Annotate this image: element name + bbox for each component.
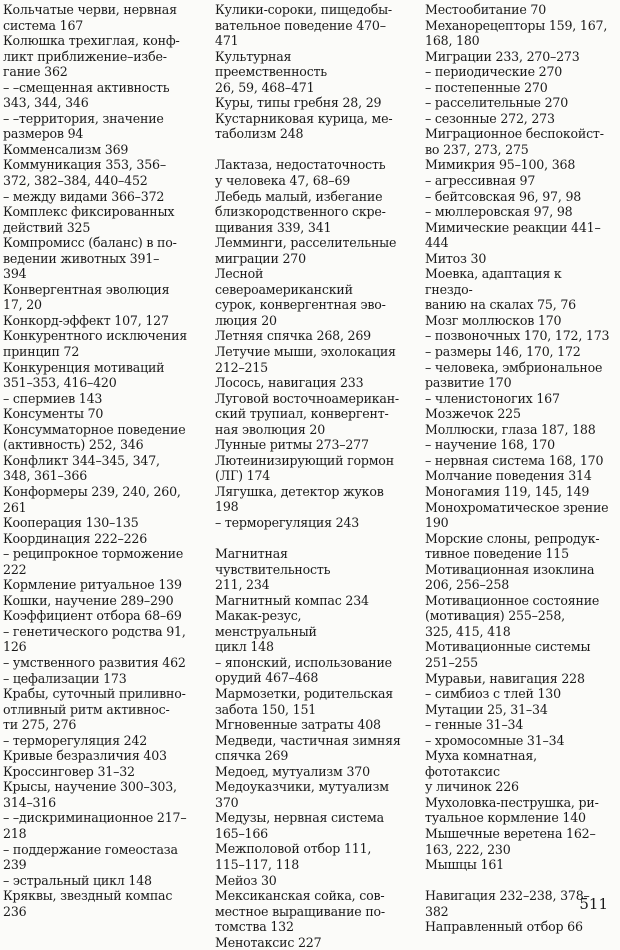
index-entry-line: Мексиканская сойка, сов- bbox=[215, 888, 385, 904]
index-entry-line: 325, 415, 418 bbox=[425, 623, 511, 639]
index-entry bbox=[425, 220, 610, 251]
index-entry bbox=[215, 235, 401, 266]
index-entry-line: 115–117, 118 bbox=[215, 856, 300, 872]
index-entry bbox=[215, 764, 401, 780]
index-entry-line: 212–215 bbox=[215, 359, 268, 375]
index-entry bbox=[3, 686, 189, 733]
index-entry-line: Комменсализм 369 bbox=[3, 141, 129, 157]
index-entry-line: – –дискриминационное 217– bbox=[3, 810, 187, 826]
index-entry-line: вательное поведение 470– bbox=[215, 17, 386, 33]
index-entry bbox=[215, 888, 401, 935]
index-entry-line: Механорецепторы 159, 167, bbox=[425, 17, 608, 33]
index-entry-line: Конкуренция мотиваций bbox=[3, 359, 165, 375]
index-entry-line: 261 bbox=[3, 499, 27, 515]
index-entry bbox=[425, 95, 610, 111]
index-entry bbox=[425, 2, 610, 18]
index-column-2 bbox=[215, 2, 401, 950]
index-entry-line: – мюллеровская 97, 98 bbox=[425, 204, 573, 220]
index-entry bbox=[425, 18, 610, 49]
index-entry-line: Медоуказчики, мутуализм bbox=[215, 779, 389, 795]
index-entry-line: – периодические 270 bbox=[425, 64, 563, 80]
index-entry-line: 394 bbox=[3, 266, 27, 282]
index-entry bbox=[3, 810, 189, 841]
index-entry-line: – человека, эмбриональное bbox=[425, 359, 603, 375]
index-entry bbox=[215, 546, 401, 593]
index-entry bbox=[215, 391, 401, 438]
index-entry-line: Медведи, частичная зимняя bbox=[215, 732, 401, 748]
index-entry-line: Кустарниковая курица, ме- bbox=[215, 110, 393, 126]
index-entry-line: Лягушка, детектор жуков bbox=[215, 483, 384, 499]
index-entry-line: Мотивационное состояние bbox=[425, 592, 600, 608]
index-entry bbox=[425, 406, 610, 422]
index-entry-line: Мгновенные затраты 408 bbox=[215, 717, 381, 733]
index-entry bbox=[425, 453, 610, 469]
index-entry bbox=[215, 717, 401, 733]
index-entry bbox=[215, 189, 401, 236]
index-entry-line: забота 150, 151 bbox=[215, 701, 317, 717]
index-entry-line: – постепенные 270 bbox=[425, 79, 548, 95]
index-entry bbox=[425, 639, 610, 670]
index-entry-line: Мармозетки, родительская bbox=[215, 685, 394, 701]
index-entry-line: Крабы, суточный приливно- bbox=[3, 686, 186, 702]
index-entry-line: – японский, использование bbox=[215, 654, 392, 670]
index-entry-line: 351–353, 416–420 bbox=[3, 375, 117, 391]
index-entry bbox=[215, 375, 401, 391]
index-entry-line: Консумматорное поведение bbox=[3, 421, 186, 437]
index-entry-line: – размеры 146, 170, 172 bbox=[425, 344, 581, 360]
index-entry-line: Мутации 25, 31–34 bbox=[425, 701, 548, 717]
index-entry bbox=[3, 577, 189, 593]
index-entry bbox=[215, 593, 401, 609]
index-entry bbox=[3, 655, 189, 671]
index-entry bbox=[3, 453, 189, 484]
index-entry-line: Моллюски, глаза 187, 188 bbox=[425, 421, 596, 437]
index-entry-line: 348, 361–366 bbox=[3, 468, 88, 484]
index-entry bbox=[215, 655, 401, 686]
index-entry bbox=[425, 344, 610, 360]
index-entry bbox=[3, 282, 189, 313]
index-entry bbox=[215, 515, 401, 531]
index-entry bbox=[215, 111, 401, 142]
index-entry bbox=[425, 266, 610, 313]
index-entry-line: – умственного развития 462 bbox=[3, 654, 186, 670]
index-entry-line: Межполовой отбор 111, bbox=[215, 841, 372, 857]
index-entry bbox=[425, 468, 610, 484]
index-entry-line: – генные 31–34 bbox=[425, 717, 524, 733]
index-entry-line: – поддержание гомеостаза bbox=[3, 841, 178, 857]
index-entry bbox=[3, 764, 189, 780]
index-entry-line: миграции 270 bbox=[215, 250, 306, 266]
index-entry bbox=[425, 111, 610, 127]
index-entry-line: Моногамия 119, 145, 149 bbox=[425, 483, 590, 499]
index-entry bbox=[425, 748, 610, 795]
index-entry-line: Лосось, навигация 233 bbox=[215, 375, 364, 391]
index-entry-line: во 237, 273, 275 bbox=[425, 141, 529, 157]
index-entry-line: – нервная система 168, 170 bbox=[425, 452, 604, 468]
index-entry bbox=[215, 733, 401, 764]
index-entry-line: Летучие мыши, эхолокация bbox=[215, 343, 396, 359]
index-entry-line: 26, 59, 468–471 bbox=[215, 79, 315, 95]
index-entry bbox=[425, 157, 610, 173]
index-entry-line: таболизм 248 bbox=[215, 126, 304, 142]
index-entry bbox=[425, 391, 610, 407]
index-entry-line: Коэффициент отбора 68–69 bbox=[3, 608, 182, 624]
index-entry bbox=[3, 531, 189, 547]
index-entry-line: 168, 180 bbox=[425, 33, 480, 49]
index-entry-line: Мимикрия 95–100, 368 bbox=[425, 157, 576, 173]
index-entry bbox=[425, 826, 610, 857]
index-entry-line: система 167 bbox=[3, 17, 84, 33]
index-entry-line: 471 bbox=[215, 33, 239, 49]
index-entry bbox=[215, 328, 401, 344]
index-entry bbox=[215, 841, 401, 872]
index-entry-line: Миграции 233, 270–273 bbox=[425, 48, 580, 64]
index-entry-line: Мимические реакции 441– bbox=[425, 219, 601, 235]
index-entry-line: Конформеры 239, 240, 260, bbox=[3, 483, 181, 499]
index-entry-line: 198 bbox=[215, 499, 239, 515]
index-entry-line: тивное поведение 115 bbox=[425, 546, 569, 562]
index-entry-line: Магнитный компас 234 bbox=[215, 592, 369, 608]
index-entry bbox=[3, 157, 189, 188]
index-entry bbox=[3, 888, 189, 919]
index-entry bbox=[3, 142, 189, 158]
index-entry-line: Коммуникация 353, 356– bbox=[3, 157, 166, 173]
index-entry-line: – позвоночных 170, 172, 173 bbox=[425, 328, 610, 344]
index-entry bbox=[3, 671, 189, 687]
index-entry bbox=[3, 779, 189, 810]
index-entry-line: – цефализации 173 bbox=[3, 670, 127, 686]
index-entry bbox=[425, 593, 610, 640]
index-entry-line: Мозг моллюсков 170 bbox=[425, 312, 562, 328]
index-entry-line: Культурная преемственность bbox=[215, 48, 327, 80]
index-entry-line: 343, 344, 346 bbox=[3, 95, 89, 111]
index-entry bbox=[215, 686, 401, 717]
index-entry-line: Макак-резус, менструальный bbox=[215, 608, 317, 639]
index-entry bbox=[215, 266, 401, 328]
index-entry bbox=[215, 437, 401, 453]
index-entry-line: – между видами 366–372 bbox=[3, 188, 165, 204]
index-entry-line: 211, 234 bbox=[215, 577, 270, 593]
index-entry-line: 239 bbox=[3, 857, 27, 873]
index-entry-line: Лактаза, недостаточность bbox=[215, 157, 386, 173]
index-entry-line: Монохроматическое зрение bbox=[425, 499, 609, 515]
index-entry bbox=[215, 453, 401, 484]
index-entry-line: Лебедь малый, избегание bbox=[215, 188, 383, 204]
index-entry-line: 251–255 bbox=[425, 654, 478, 670]
index-entry-line: Мейоз 30 bbox=[215, 872, 277, 888]
index-entry-line: 222 bbox=[3, 561, 27, 577]
index-entry-line: Кооперация 130–135 bbox=[3, 515, 139, 531]
index-entry-line: Луговой восточноамерикан- bbox=[215, 390, 399, 406]
index-entry-line: – сезонные 272, 273 bbox=[425, 110, 555, 126]
index-entry-line: Мотивационные системы bbox=[425, 639, 591, 655]
index-entry-line: 382 bbox=[425, 903, 449, 919]
index-entry-line: Конвергентная эволюция bbox=[3, 281, 170, 297]
index-entry bbox=[3, 111, 189, 142]
index-entry bbox=[215, 608, 401, 655]
index-entry-line: 372, 382–384, 440–452 bbox=[3, 173, 148, 189]
index-entry-line: Навигация 232–238, 378– bbox=[425, 888, 590, 904]
index-entry bbox=[215, 95, 401, 111]
index-entry-line: Муравьи, навигация 228 bbox=[425, 670, 585, 686]
index-entry-line: Молчание поведения 314 bbox=[425, 468, 592, 484]
index-entry-line: Лунные ритмы 273–277 bbox=[215, 437, 369, 453]
index-entry-line: 163, 222, 230 bbox=[425, 841, 511, 857]
index-entry bbox=[3, 204, 189, 235]
index-column-1 bbox=[3, 2, 189, 919]
index-entry-line: 126 bbox=[3, 639, 27, 655]
page-number: 511 bbox=[579, 895, 608, 913]
index-column-3 bbox=[425, 2, 610, 935]
index-entry-line: Конкурентного исключения bbox=[3, 328, 188, 344]
index-entry-line: Мозжечок 225 bbox=[425, 406, 521, 422]
index-entry-line: – генетического родства 91, bbox=[3, 623, 186, 639]
index-entry bbox=[425, 313, 610, 329]
index-entry bbox=[215, 157, 401, 188]
index-entry bbox=[425, 562, 610, 593]
index-entry bbox=[3, 484, 189, 515]
index-entry-line: Кряквы, звездный компас bbox=[3, 888, 173, 904]
index-entry-line: сурок, конвергентная эво- bbox=[215, 297, 386, 313]
index-entry-line: Конкорд-эффект 107, 127 bbox=[3, 312, 169, 328]
index-entry bbox=[425, 671, 610, 687]
index-entry-line: 218 bbox=[3, 825, 27, 841]
index-entry bbox=[215, 935, 401, 950]
index-entry bbox=[425, 80, 610, 96]
index-entry-line: Миграционное беспокойст- bbox=[425, 126, 604, 142]
index-entry bbox=[425, 64, 610, 80]
index-entry bbox=[215, 344, 401, 375]
index-entry-line: Медузы, нервная система bbox=[215, 810, 384, 826]
index-entry-line: – терморегуляция 243 bbox=[215, 515, 360, 530]
index-entry-line: – –территория, значение bbox=[3, 110, 164, 126]
index-entry-line: спячка 269 bbox=[215, 748, 289, 764]
index-entry-line: близкородственного скре- bbox=[215, 204, 386, 220]
index-entry-line: – бейтсовская 96, 97, 98 bbox=[425, 188, 582, 204]
index-entry bbox=[425, 173, 610, 189]
index-entry-line: 206, 256–258 bbox=[425, 577, 510, 593]
index-entry-line: Направленный отбор 66 bbox=[425, 919, 583, 935]
index-entry bbox=[3, 406, 189, 422]
index-entry-line: Лемминги, расселительные bbox=[215, 235, 397, 251]
index-entry bbox=[425, 717, 610, 733]
index-entry bbox=[3, 313, 189, 329]
index-entry-line: Кольчатые черви, нервная bbox=[3, 2, 177, 17]
index-entry bbox=[3, 189, 189, 205]
index-entry bbox=[215, 779, 401, 810]
index-entry bbox=[425, 686, 610, 702]
index-entry bbox=[3, 422, 189, 453]
index-entry-line: – членистоногих 167 bbox=[425, 390, 560, 406]
index-entry-line: Кулики-сороки, пищедобы- bbox=[215, 2, 392, 17]
index-entry-line: ведении животных 391– bbox=[3, 250, 160, 266]
index-entry bbox=[3, 391, 189, 407]
index-entry bbox=[425, 702, 610, 718]
index-entry-line: Летняя спячка 268, 269 bbox=[215, 328, 371, 344]
index-entry-line: Кормление ритуальное 139 bbox=[3, 577, 182, 593]
index-entry-line: – агрессивная 97 bbox=[425, 173, 536, 189]
index-entry-line: – –смещенная активность bbox=[3, 79, 170, 95]
index-entry-line: ти 275, 276 bbox=[3, 717, 77, 733]
index-entry-line: Крысы, научение 300–303, bbox=[3, 779, 177, 795]
index-entry-line: Муха комнатная, фототаксис bbox=[425, 748, 537, 779]
index-entry bbox=[3, 842, 189, 873]
index-entry-line: ванию на скалах 75, 76 bbox=[425, 297, 576, 313]
index-entry-line: – симбиоз с тлей 130 bbox=[425, 686, 561, 702]
index-entry bbox=[425, 531, 610, 562]
index-entry bbox=[3, 748, 189, 764]
index-entry-line: цикл 148 bbox=[215, 639, 274, 655]
index-entry-line: Магнитная чувствительность bbox=[215, 546, 331, 577]
index-entry bbox=[425, 422, 610, 438]
index-entry-line: 314–316 bbox=[3, 794, 56, 810]
index-entry-line: Координация 222–226 bbox=[3, 530, 148, 546]
index-entry bbox=[3, 2, 189, 33]
index-entry-line: Компромисс (баланс) в по- bbox=[3, 235, 177, 251]
index-entry-line: Кривые безразличия 403 bbox=[3, 748, 167, 764]
index-entry bbox=[3, 80, 189, 111]
index-entry-line: принцип 72 bbox=[3, 344, 80, 360]
index-entry-line: Лесной североамериканский bbox=[215, 266, 353, 297]
index-entry-line: развитие 170 bbox=[425, 375, 512, 391]
index-entry bbox=[215, 873, 401, 889]
index-entry-line: Конфликт 344–345, 347, bbox=[3, 452, 160, 468]
index-entry-line: 165–166 bbox=[215, 825, 268, 841]
index-entry-line: Кроссинговер 31–32 bbox=[3, 763, 135, 779]
index-entry bbox=[425, 126, 610, 157]
index-entry-line: – спермиев 143 bbox=[3, 390, 103, 406]
index-entry bbox=[215, 49, 401, 96]
index-entry bbox=[425, 795, 610, 826]
index-entry-line: Мотивационная изоклина bbox=[425, 561, 595, 577]
index-entry-line: – реципрокное торможение bbox=[3, 546, 184, 562]
index-entry-line: 444 bbox=[425, 235, 449, 251]
index-entry-line: у человека 47, 68–69 bbox=[215, 172, 351, 188]
index-entry-line: 236 bbox=[3, 903, 27, 919]
index-entry bbox=[3, 593, 189, 609]
index-entry bbox=[3, 873, 189, 889]
index-entry-line: местное выращивание по- bbox=[215, 903, 385, 919]
index-entry-line: туальное кормление 140 bbox=[425, 810, 586, 826]
index-entry-line: отливный ритм активнос- bbox=[3, 701, 170, 717]
index-entry bbox=[425, 189, 610, 205]
index-entry-line: 17, 20 bbox=[3, 297, 42, 313]
index-entry-line: у личинок 226 bbox=[425, 779, 519, 795]
index-entry bbox=[3, 360, 189, 391]
index-entry-line: люция 20 bbox=[215, 312, 277, 328]
index-entry-line: Куры, типы гребня 28, 29 bbox=[215, 95, 382, 111]
index-entry bbox=[425, 204, 610, 220]
index-entry bbox=[425, 360, 610, 391]
index-entry-line: размеров 94 bbox=[3, 126, 84, 142]
index-entry bbox=[3, 515, 189, 531]
index-entry-line: – хромосомные 31–34 bbox=[425, 732, 565, 748]
index-entry bbox=[425, 437, 610, 453]
index-entry bbox=[425, 484, 610, 500]
index-entry bbox=[3, 33, 189, 80]
index-entry bbox=[215, 484, 401, 515]
index-entry-line: – расселительные 270 bbox=[425, 95, 569, 111]
index-entry bbox=[3, 328, 189, 359]
index-entry-line: Медоед, мутуализм 370 bbox=[215, 763, 370, 779]
index-entry-line: – эстральный цикл 148 bbox=[3, 872, 152, 888]
index-entry bbox=[3, 546, 189, 577]
index-entry bbox=[425, 49, 610, 65]
index-entry-line: Митоз 30 bbox=[425, 250, 487, 266]
index-entry bbox=[3, 608, 189, 624]
index-entry-line: (мотивация) 255–258, bbox=[425, 608, 565, 624]
index-entry-line: ский трупиал, конвергент- bbox=[215, 406, 389, 422]
index-entry-line: Мышцы 161 bbox=[425, 857, 504, 873]
index-entry-line: действий 325 bbox=[3, 219, 91, 235]
index-entry-line: (активность) 252, 346 bbox=[3, 437, 144, 453]
index-entry bbox=[3, 235, 189, 282]
index-entry-line: 190 bbox=[425, 515, 449, 531]
index-entry-line: (ЛГ) 174 bbox=[215, 468, 271, 484]
index-entry-line: Консументы 70 bbox=[3, 406, 104, 422]
index-entry-line: – терморегуляция 242 bbox=[3, 732, 148, 748]
index-entry-line: Морские слоны, репродук- bbox=[425, 530, 600, 546]
index-entry bbox=[425, 857, 610, 873]
index-entry-line: орудий 467–468 bbox=[215, 670, 319, 686]
index-entry-line: Местообитание 70 bbox=[425, 2, 547, 17]
index-entry bbox=[425, 251, 610, 267]
index-entry-line: томства 132 bbox=[215, 919, 294, 935]
index-entry-line: Менотаксис 227 bbox=[215, 934, 322, 950]
index-entry-line: Лютеинизирующий гормон bbox=[215, 452, 394, 468]
index-entry bbox=[215, 810, 401, 841]
index-entry bbox=[425, 733, 610, 749]
index-entry-line: Моевка, адаптация к гнездо- bbox=[425, 266, 562, 297]
index-entry-line: гание 362 bbox=[3, 64, 68, 80]
index-entry-line: щивания 339, 341 bbox=[215, 219, 332, 235]
index-entry-line: Кошки, научение 289–290 bbox=[3, 592, 174, 608]
index-entry bbox=[3, 733, 189, 749]
index-entry-line: ликт приближение–избе- bbox=[3, 48, 167, 64]
index-entry-line: – научение 168, 170 bbox=[425, 437, 555, 453]
index-entry-line: Комплекс фиксированных bbox=[3, 204, 175, 220]
index-entry-line: Колюшка трехиглая, конф- bbox=[3, 33, 180, 49]
index-entry bbox=[425, 500, 610, 531]
index-entry bbox=[215, 2, 401, 49]
index-entry-line: 370 bbox=[215, 794, 239, 810]
index-entry-line: ная эволюция 20 bbox=[215, 421, 326, 437]
index-entry-line: Мышечные веретена 162– bbox=[425, 825, 596, 841]
index-entry bbox=[3, 624, 189, 655]
index-entry-line: Мухоловка-пеструшка, ри- bbox=[425, 794, 599, 810]
index-entry bbox=[425, 328, 610, 344]
